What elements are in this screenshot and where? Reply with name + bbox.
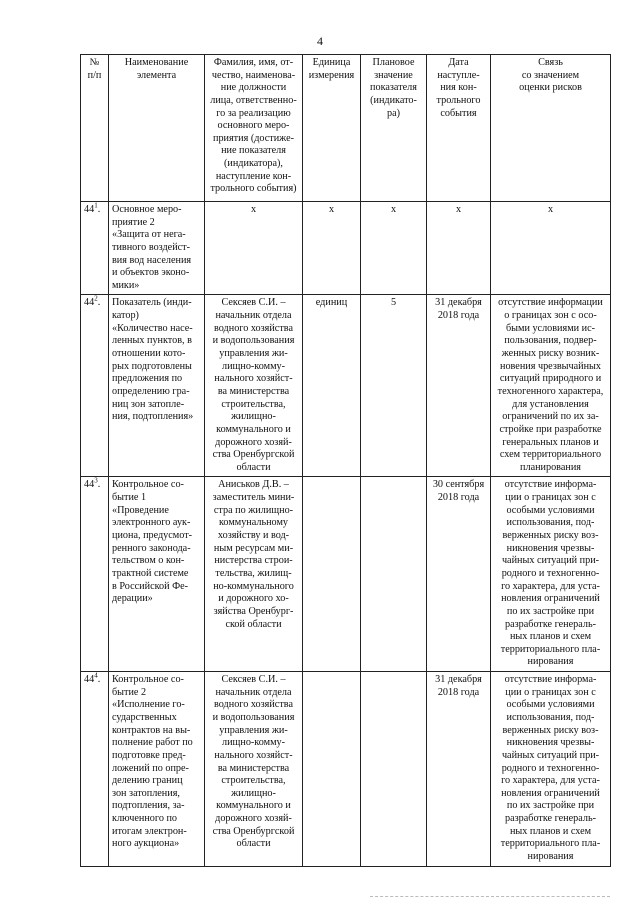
- row-element-name: Контрольное со- бытие 1 «Проведение электронного аук- циона, предусмот- ренного законода- тельством о кон- трактной системе в Российской Фе- дерации»: [109, 477, 205, 672]
- table-row: [81, 202, 611, 295]
- row-plan-value: [361, 477, 427, 672]
- header-risk-link: Связь со значением оценки рисков: [491, 55, 611, 202]
- scan-artifact-line: [370, 896, 610, 900]
- row-responsible: Аниськов Д.В. – заместитель мини- стра по жилищно- коммунальному хозяйству и вод- ным ресурсам ми- нистерства строи- тельства, жилищ- но-коммунального и дорожного хо- зяйства Оренбург- ской области: [205, 477, 303, 672]
- row-risk: отсутствие информа- ции о границах зон с особыми условиями использования, под- верженных риску воз- никновения чрезвы- чайных ситуаций при- родного и техногенно- го характера, для уста- новления ограничений по их застройке при разработке генераль- ных планов и схем территориального пла- нирования: [491, 477, 611, 672]
- table-header-row: [81, 55, 611, 202]
- row-element-name: Основное меро- приятие 2 «Защита от нега- тивного воздейст- вия вод населения и объектов эконо- мики»: [109, 202, 205, 295]
- risk-control-table: [80, 54, 611, 867]
- row-plan-value: x: [361, 202, 427, 295]
- row-unit: x: [303, 202, 361, 295]
- row-number: $44^3$.: [81, 477, 109, 672]
- header-control-date: Дата наступле- ния кон- трольного события: [427, 55, 491, 202]
- row-unit: единиц: [303, 295, 361, 477]
- row-responsible: x: [205, 202, 303, 295]
- row-date: 30 сентября 2018 года: [427, 477, 491, 672]
- row-plan-value: 5: [361, 295, 427, 477]
- row-risk: x: [491, 202, 611, 295]
- table-row: [81, 672, 611, 867]
- header-planned-value: Плановое значение показателя (индикато- ра): [361, 55, 427, 202]
- row-element-name: Контрольное со- бытие 2 «Исполнение го- сударственных контрактов на вы- полнение работ по подготовке пред- ложений по опре- делению границ зон затопления, подтопления, за- ключенного по итогам электрон- ного аукциона»: [109, 672, 205, 867]
- row-number: $44^2$.: [81, 295, 109, 477]
- row-plan-value: [361, 672, 427, 867]
- row-element-name: Показатель (инди- катор) «Количество насе- ленных пунктов, в отношении кото- рых подготовлены предложения по определению гра- ниц зон затопле- ния, подтопления»: [109, 295, 205, 477]
- row-responsible: Сексяев С.И. – начальник отдела водного хозяйства и водопользования управления жи- лищно-комму- нального хозяйст- ва министерства строительства, жилищно- коммунального и дорожного хозяй- ства Оренбургской области: [205, 295, 303, 477]
- header-number: № п/п: [81, 55, 109, 202]
- header-element-name: Наименование элемента: [109, 55, 205, 202]
- table-row: [81, 295, 611, 477]
- row-risk: отсутствие информа- ции о границах зон с особыми условиями использования, под- верженных риску воз- никновения чрезвы- чайных ситуаций при- родного и техногенно- го характера, для уста- новления ограничений по их застройке при разработке генераль- ных планов и схем территориального пла- нирования: [491, 672, 611, 867]
- row-date: 31 декабря 2018 года: [427, 672, 491, 867]
- table-row: [81, 477, 611, 672]
- row-unit: [303, 477, 361, 672]
- header-unit: Единица измерения: [303, 55, 361, 202]
- row-risk: отсутствие информации о границах зон с осо- быми условиями ис- пользования, подвер- женных риску возник- новения чрезвычайных ситуаций природного и техногенного характера, для установления ограничений по их за- стройке при разработке генеральных планов и схем территориального планирования: [491, 295, 611, 477]
- row-number: $44^1$.: [81, 202, 109, 295]
- page-number: 4: [317, 34, 323, 48]
- header-responsible-person: Фамилия, имя, от- чество, наименова- ние должности лица, ответственно- го за реализацию основного меро- приятия (достиже- ние показателя (индикатора), наступление кон- трольного события): [205, 55, 303, 202]
- row-unit: [303, 672, 361, 867]
- row-number: $44^4$.: [81, 672, 109, 867]
- row-date: x: [427, 202, 491, 295]
- row-date: 31 декабря 2018 года: [427, 295, 491, 477]
- row-responsible: Сексяев С.И. – начальник отдела водного хозяйства и водопользования управления жи- лищно-комму- нального хозяйст- ва министерства строительства, жилищно- коммунального и дорожного хозяй- ства Оренбургской области: [205, 672, 303, 867]
